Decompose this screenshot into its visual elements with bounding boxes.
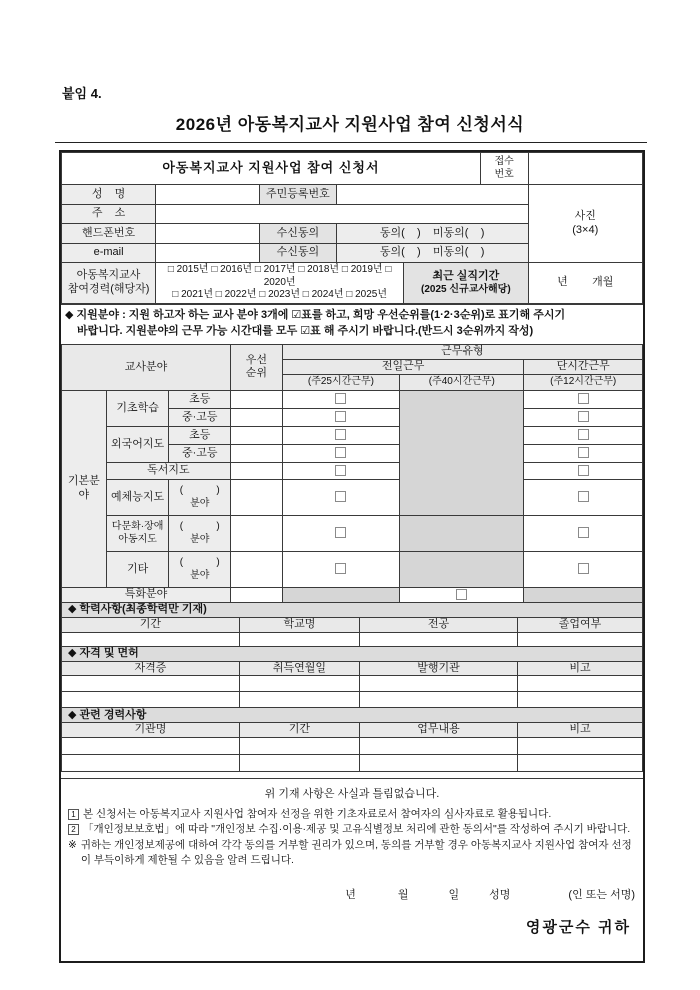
email-input-cell[interactable] [156, 244, 260, 263]
footer-notes [61, 805, 643, 872]
basic-learning-label: 기초학습 [106, 390, 169, 426]
table-row [62, 462, 643, 479]
experience-label-line2: 참여경력(해당자) [67, 283, 150, 295]
cb-cell-25h [282, 408, 399, 426]
cb-cell-12h [524, 479, 643, 515]
phone-consent-label: 수신동의 [260, 224, 337, 244]
edu-header-school: 학교명 [239, 617, 359, 632]
cb-cell-25h [282, 426, 399, 444]
career-period-cell[interactable] [239, 738, 359, 755]
phone-input-cell[interactable] [156, 224, 260, 244]
address-input-cell[interactable] [156, 205, 528, 224]
career-duty-cell[interactable] [360, 738, 518, 755]
license-section-title: ◆ 자격 및 면허 [62, 646, 643, 661]
priority-cell[interactable] [231, 426, 283, 444]
table-row [62, 738, 643, 755]
checkbox-12h-basic-mid[interactable] [578, 411, 589, 422]
page-title: 2026년 아동복지교사 지원사업 참여 신청서식 [175, 115, 525, 134]
subfield-paren[interactable]: ( ) [179, 520, 220, 532]
etc-label: 기타 [106, 551, 169, 587]
checkbox-40h-special[interactable] [456, 589, 467, 600]
receipt-number-label [480, 153, 528, 185]
education-table [61, 602, 643, 647]
subfield-label: 분야 [190, 498, 210, 510]
table-row [62, 602, 643, 617]
notice-line2: 바랍니다. 지원분야의 근무 가능 시간대를 모두 ☑표 해 주시기 바랍니다.(반드시 3순위까지 작성) [77, 324, 534, 337]
table-row [62, 661, 643, 676]
career-org-cell[interactable] [62, 738, 240, 755]
receipt-label-line1: 접수 [494, 156, 514, 167]
career-header-note: 비고 [518, 723, 643, 738]
photo-label-line2: (3×4) [572, 223, 599, 236]
rrn-label: 주민등록번호 [260, 185, 337, 205]
year-checkbox-line2[interactable]: □ 2021년 □ 2022년 □ 2023년 □ 2024년 □ 2025년 [172, 289, 388, 301]
priority-cell[interactable] [231, 551, 283, 587]
priority-cell[interactable] [231, 408, 283, 426]
sig-year-label[interactable]: 년 [345, 889, 356, 901]
blocked-25h-cell [282, 587, 399, 602]
application-form [59, 150, 645, 963]
checkbox-12h-arts[interactable] [578, 491, 589, 502]
email-consent-options[interactable]: 동의( ) 미동의( ) [336, 244, 528, 263]
license-header-cert: 자격증 [62, 661, 240, 676]
note-1-marker: 1 [68, 809, 79, 820]
email-consent-label: 수신동의 [260, 244, 337, 263]
application-field-notice [61, 304, 643, 344]
license-table [61, 646, 643, 709]
signature-date-row [61, 886, 643, 902]
table-row [62, 755, 643, 772]
address-label: 주 소 [62, 205, 156, 224]
subfield-paren[interactable]: ( ) [179, 484, 220, 496]
etc-subfield-cell[interactable] [169, 551, 231, 587]
work-type-header: 근무유형 [282, 344, 642, 359]
table-row [62, 479, 643, 515]
priority-cell[interactable] [231, 390, 283, 408]
table-row [62, 263, 643, 304]
subfield-label: 분야 [190, 570, 210, 582]
edu-school-cell[interactable] [239, 632, 359, 646]
cb-cell-12h [524, 444, 643, 462]
table-row [62, 185, 643, 205]
edu-header-graduated: 졸업여부 [518, 617, 643, 632]
teacher-field-header: 교사분야 [62, 344, 231, 390]
edu-graduated-cell[interactable] [518, 632, 643, 646]
hours25-header: (주25시간근무) [282, 374, 399, 390]
hours12-header: (주12시간근무) [524, 374, 643, 390]
shorttime-header: 단시간근무 [524, 359, 643, 374]
license-date-cell[interactable] [239, 692, 359, 708]
license-header-issuer: 발행기관 [360, 661, 518, 676]
blocked-12h-cell [524, 587, 643, 602]
checkbox-25h-reading[interactable] [335, 465, 346, 476]
cb-cell-12h [524, 426, 643, 444]
recipient-line: 영광군수 귀하 [525, 919, 631, 936]
cb-cell-12h [524, 390, 643, 408]
blocked-40h-cell [400, 515, 524, 551]
form-title: 아동복지교사 지원사업 참여 신청서 [62, 153, 481, 185]
teacher-field-grid [61, 344, 643, 603]
career-section-title: ◆ 관련 경력사항 [62, 708, 643, 723]
checkbox-25h-basic-elem[interactable] [335, 393, 346, 404]
license-note-cell[interactable] [518, 676, 643, 692]
cb-cell-12h [524, 408, 643, 426]
license-note-cell[interactable] [518, 692, 643, 708]
foreign-mid-label: 중·고등 [169, 444, 231, 462]
cb-cell-25h [282, 462, 399, 479]
sig-month-label[interactable]: 월 [397, 889, 409, 901]
cb-cell-25h [282, 551, 399, 587]
cb-cell-12h [524, 515, 643, 551]
table-row [62, 723, 643, 738]
recent-label-line2: (2025 신규교사해당) [421, 283, 511, 295]
cb-cell-25h [282, 390, 399, 408]
cb-cell-25h [282, 515, 399, 551]
blocked-40h-basic-area [400, 390, 524, 515]
career-header-duty: 업무내용 [360, 723, 518, 738]
edu-header-period: 기간 [62, 617, 240, 632]
table-row [62, 426, 643, 444]
table-row [62, 587, 643, 602]
checkbox-12h-foreign-mid[interactable] [578, 447, 589, 458]
recent-unemployment-label [404, 263, 528, 304]
priority-header-line1: 우선 [245, 353, 268, 366]
career-header-period: 기간 [239, 723, 359, 738]
photo-box [528, 185, 643, 263]
blocked-40h-cell [400, 551, 524, 587]
arts-subfield-cell[interactable] [169, 479, 231, 515]
cb-cell-40h [400, 587, 524, 602]
license-cert-cell[interactable] [62, 692, 240, 708]
experience-table [61, 262, 643, 304]
cb-cell-12h [524, 551, 643, 587]
license-date-cell[interactable] [239, 676, 359, 692]
basic-learning-mid-label: 중·고등 [169, 408, 231, 426]
declaration-statement: 위 기재 사항은 사실과 틀림없습니다. [61, 778, 643, 801]
phone-consent-options[interactable]: 동의( ) 미동의( ) [336, 224, 528, 244]
checkbox-12h-etc[interactable] [578, 563, 589, 574]
checkbox-25h-foreign-elem[interactable] [335, 429, 346, 440]
table-row [62, 676, 643, 692]
checkbox-25h-basic-mid[interactable] [335, 411, 346, 422]
title-divider [55, 142, 647, 143]
table-row [62, 692, 643, 708]
edu-period-cell[interactable] [62, 632, 240, 646]
table-row [62, 515, 643, 551]
reading-label: 독서지도 [106, 462, 230, 479]
career-note-cell[interactable] [518, 755, 643, 772]
note-1 [68, 807, 636, 822]
experience-year-checkboxes[interactable] [156, 263, 404, 304]
license-header-note: 비고 [518, 661, 643, 676]
cb-cell-25h [282, 444, 399, 462]
priority-cell[interactable] [231, 462, 283, 479]
checkbox-25h-etc[interactable] [335, 563, 346, 574]
foreign-language-label: 외국어지도 [106, 426, 169, 462]
table-row [62, 617, 643, 632]
receipt-number-cell[interactable] [528, 153, 643, 185]
note-2-text: 「개인정보보호법」에 따라 "개인정보 수집·이용·제공 및 고유식별정보 처리에 관한 동의서"를 작성하여 주시기 바랍니다. [83, 823, 631, 836]
receipt-label-line2: 번호 [494, 168, 514, 180]
name-label: 성 명 [62, 185, 156, 205]
recent-label-line1: 최근 실직기간 [432, 269, 500, 282]
experience-label-line1: 아동복지교사 [76, 269, 141, 282]
checkbox-12h-multicultural[interactable] [578, 527, 589, 538]
cb-cell-12h [524, 462, 643, 479]
table-row [62, 551, 643, 587]
name-input-cell[interactable] [156, 185, 260, 205]
priority-cell[interactable] [231, 587, 283, 602]
checkbox-25h-multicultural[interactable] [335, 527, 346, 538]
priority-cell[interactable] [231, 444, 283, 462]
table-row [62, 344, 643, 359]
experience-label [62, 263, 156, 304]
sig-name-label[interactable]: 성명 [489, 889, 511, 901]
hours40-header: (주40시간근무) [400, 374, 524, 390]
applicant-info-table [61, 152, 643, 263]
cb-cell-25h [282, 479, 399, 515]
priority-cell[interactable] [231, 515, 283, 551]
attachment-label: 붙임 4. [62, 86, 102, 101]
table-row [62, 390, 643, 408]
subfield-paren[interactable]: ( ) [179, 556, 220, 568]
priority-header-line2: 순위 [245, 367, 268, 380]
fulltime-header: 전일근무 [282, 359, 524, 374]
edu-header-major: 전공 [360, 617, 518, 632]
checkbox-25h-arts[interactable] [335, 491, 346, 502]
checkbox-12h-basic-elem[interactable] [578, 393, 589, 404]
phone-label: 핸드폰번호 [62, 224, 156, 244]
priority-header [231, 344, 283, 390]
career-org-cell[interactable] [62, 755, 240, 772]
basic-field-label: 기본분야 [62, 390, 107, 587]
note-2-marker: 2 [68, 824, 79, 835]
note-3 [68, 838, 636, 868]
table-row [62, 708, 643, 723]
checkbox-12h-reading[interactable] [578, 465, 589, 476]
notice-line1: ◆ 지원분야 : 지원 하고자 하는 교사 분야 3개에 ☑표를 하고, 희망 우선순위를(1·2·3순위)로 표기해 주시기 [65, 309, 566, 321]
basic-learning-elem-label: 초등 [169, 390, 231, 408]
career-table [61, 707, 643, 772]
sig-seal-label: (인 또는 서명) [568, 889, 635, 901]
career-period-cell[interactable] [239, 755, 359, 772]
arts-label: 예체능지도 [106, 479, 169, 515]
rrn-input-cell[interactable] [336, 185, 528, 205]
sig-day-label[interactable]: 일 [448, 889, 460, 901]
table-row [62, 153, 643, 185]
edu-major-cell[interactable] [360, 632, 518, 646]
duration-input-cell[interactable]: 년 개월 [528, 263, 642, 304]
checkbox-12h-foreign-elem[interactable] [578, 429, 589, 440]
career-duty-cell[interactable] [360, 755, 518, 772]
career-header-org: 기관명 [62, 723, 240, 738]
foreign-elem-label: 초등 [169, 426, 231, 444]
license-cert-cell[interactable] [62, 676, 240, 692]
email-label: e-mail [62, 244, 156, 263]
note-3-marker: ※ [68, 838, 77, 851]
year-checkbox-line1[interactable]: □ 2015년 □ 2016년 □ 2017년 □ 2018년 □ 2019년 □ 2020년 [167, 264, 392, 288]
career-note-cell[interactable] [518, 738, 643, 755]
checkbox-25h-foreign-mid[interactable] [335, 447, 346, 458]
multicultural-subfield-cell[interactable] [169, 515, 231, 551]
note-1-text: 본 신청서는 아동복지교사 지원사업 참여자 선정을 위한 기초자료로서 참여자의 심사자료로 활용됩니다. [83, 808, 552, 821]
license-issuer-cell[interactable] [360, 676, 518, 692]
photo-label-line1: 사진 [574, 209, 596, 222]
note-3-text: 귀하는 개인정보제공에 대하여 각각 동의를 거부할 권리가 있으며, 동의를 거부할 경우 아동복지교사 지원사업 참여자 선정이 부득이하게 제한될 수 있음을 알려 드립니다. [80, 838, 632, 866]
table-row [62, 646, 643, 661]
license-header-date: 취득연월일 [239, 661, 359, 676]
multicultural-label: 다문화·장애아동지도 [106, 515, 169, 551]
license-issuer-cell[interactable] [360, 692, 518, 708]
special-field-label: 특화분야 [62, 587, 231, 602]
education-section-title: ◆ 학력사항(최종학력만 기재) [62, 602, 643, 617]
note-2 [68, 822, 636, 837]
priority-cell[interactable] [231, 479, 283, 515]
subfield-label: 분야 [190, 534, 210, 546]
table-row [62, 632, 643, 646]
